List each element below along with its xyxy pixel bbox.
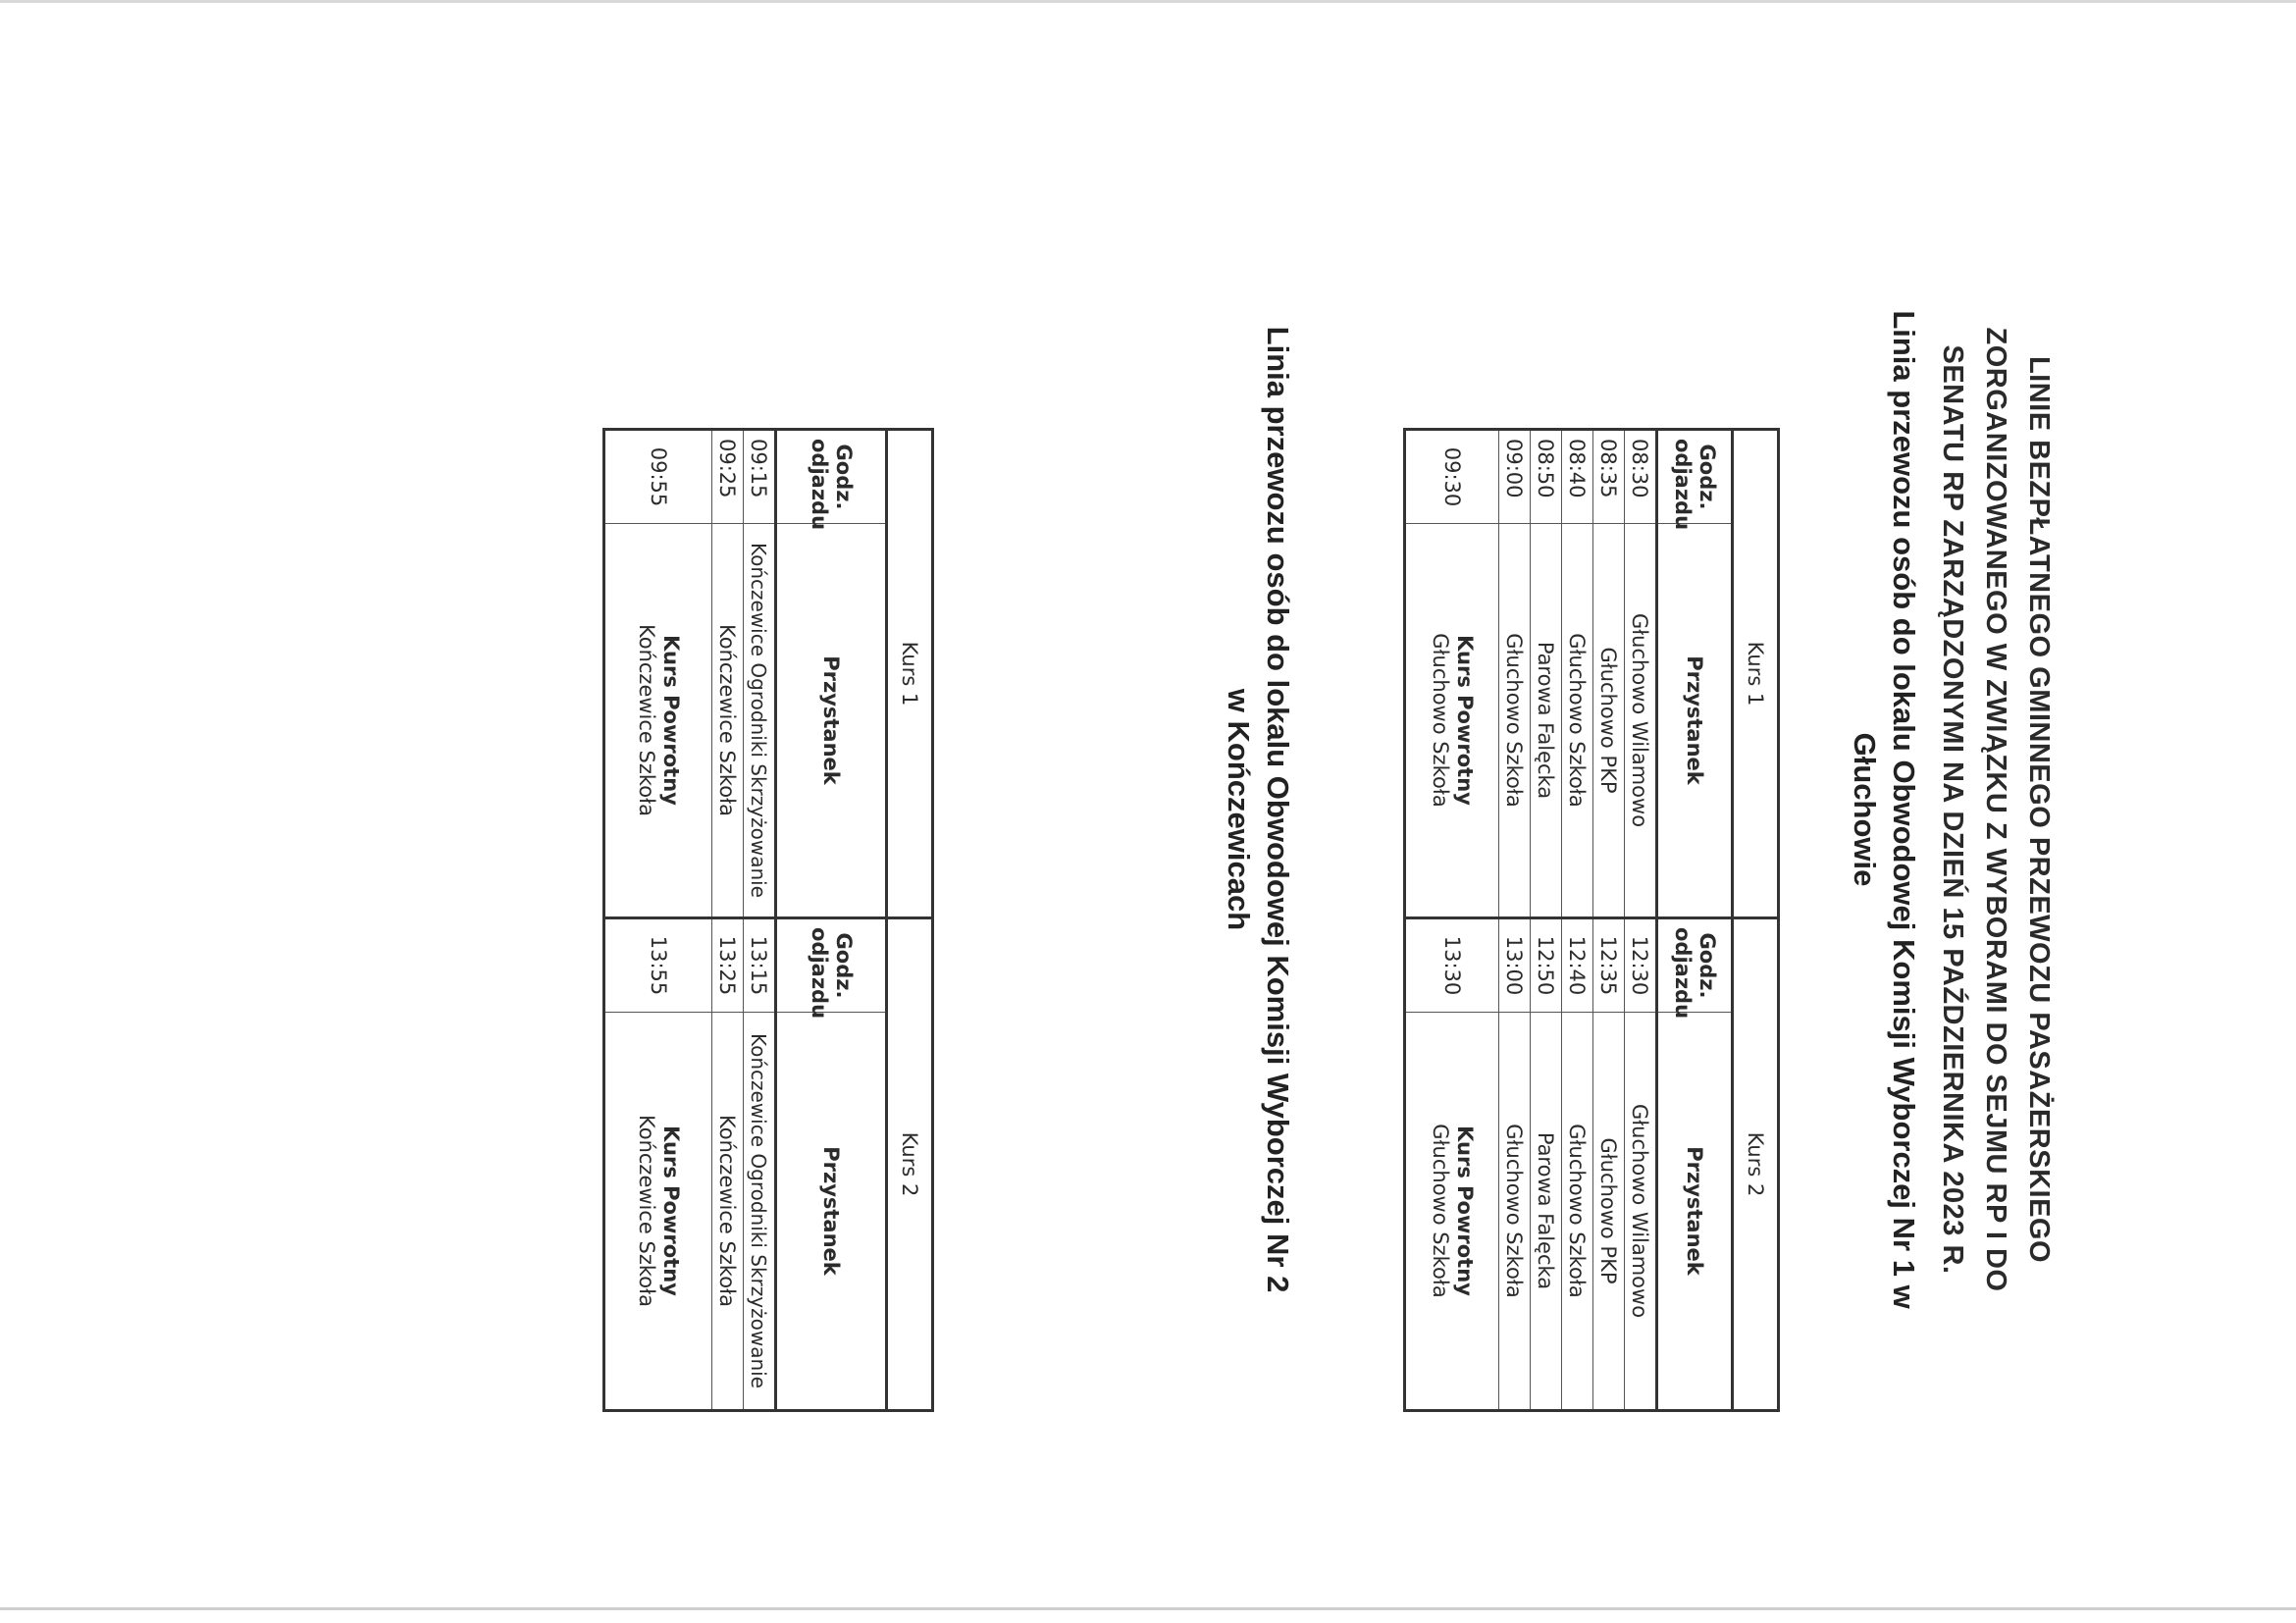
kurs1-header: Kurs 1 [887, 430, 933, 918]
departure-time: 13:30 [1405, 918, 1499, 1013]
stop-header: Przystanek [1657, 524, 1733, 918]
departure-time-header-line: Godz. [832, 444, 856, 510]
stop-name: Kończewice Szkoła [712, 1013, 744, 1411]
table-row [1499, 430, 1531, 1411]
departure-time: 13:55 [604, 918, 712, 1013]
departure-time-header-line: Godz. [1696, 932, 1719, 999]
stop-name: Kończewice Ogrodniki Skrzyżowanie [744, 524, 776, 918]
document-title-line: LINIE BEZPŁATNEGO GMINNEGO PRZEWOZU PASAŻERSKIEGO [2023, 355, 2055, 1264]
departure-time: 09:25 [712, 430, 744, 524]
return-label: Kurs Powrotny [659, 1126, 683, 1296]
return-stop [604, 1013, 712, 1411]
stop-name: Głuchowo Szkoła [1562, 524, 1593, 918]
table-row [744, 430, 776, 1411]
departure-time-header [1657, 430, 1733, 531]
table-row [1593, 430, 1625, 1411]
departure-time: 13:15 [744, 918, 776, 1013]
departure-time: 09:00 [1499, 430, 1531, 524]
return-row [1405, 430, 1499, 1411]
departure-time-header [776, 918, 887, 1020]
stop-name: Głuchowo Wilamowo [1625, 524, 1657, 918]
return-stop [604, 524, 712, 918]
stop-name: Kończewice Szkoła [712, 524, 744, 918]
departure-time: 12:40 [1562, 918, 1593, 1013]
stop-name: Głuchowo Szkoła [1562, 1013, 1593, 1411]
departure-time: 13:25 [712, 918, 744, 1013]
kurs2-header: Kurs 2 [887, 918, 933, 1411]
line2-title-line: w Kończewicach [1222, 688, 1256, 931]
stop-name: Parowa Falęcka [1531, 1013, 1562, 1411]
line1-title-line: Linia przewozu osób do lokalu Obwodowej Komisji Wyborczej Nr 1 w [1887, 310, 1921, 1309]
departure-time: 12:30 [1625, 918, 1657, 1013]
line2-title [1219, 196, 1297, 1423]
document-title [1931, 255, 2061, 1364]
stop-header: Przystanek [776, 524, 887, 918]
return-label: Kurs Powrotny [1453, 1126, 1477, 1296]
departure-time-header-line: odjazdu [808, 439, 831, 531]
stop-name: Głuchowo PKP [1593, 1013, 1625, 1411]
line1-schedule-table [1403, 428, 1780, 1412]
document-title-line: ZORGANIZOWANEGO W ZWIĄZKU Z WYBORAMI DO SEJMU RP I DO [1980, 327, 2011, 1292]
departure-time: 08:35 [1593, 430, 1625, 524]
table-row [712, 430, 744, 1411]
return-label: Kurs Powrotny [1453, 635, 1477, 806]
departure-time-header-line: odjazdu [808, 927, 831, 1020]
stop-name: Głuchowo Szkoła [1499, 1013, 1531, 1411]
departure-time: 08:30 [1625, 430, 1657, 524]
departure-time-header [1657, 918, 1733, 1020]
stop-name: Kończewice Szkoła [635, 624, 658, 816]
departure-time: 08:50 [1531, 430, 1562, 524]
departure-time-header-line: odjazdu [1671, 927, 1695, 1020]
departure-time: 13:00 [1499, 918, 1531, 1013]
stop-name: Głuchowo Szkoła [1429, 633, 1452, 808]
departure-time: 12:50 [1531, 918, 1562, 1013]
line2-title-line: Linia przewozu osób do lokalu Obwodowej Komisji Wyborczej Nr 2 [1261, 326, 1295, 1293]
return-label: Kurs Powrotny [659, 635, 683, 806]
departure-time: 12:35 [1593, 918, 1625, 1013]
stop-header: Przystanek [1657, 1013, 1733, 1411]
departure-time-header-line: odjazdu [1671, 439, 1695, 531]
stop-name: Głuchowo Wilamowo [1625, 1013, 1657, 1411]
stop-name: Głuchowo Szkoła [1499, 524, 1531, 918]
stop-name: Głuchowo PKP [1593, 524, 1625, 918]
return-row [604, 430, 712, 1411]
table-row [1531, 430, 1562, 1411]
return-stop [1405, 1013, 1499, 1411]
table-row [1625, 430, 1657, 1411]
line1-title-line: Głuchowie [1848, 732, 1882, 887]
line1-title [1845, 196, 1923, 1423]
stop-name: Parowa Falęcka [1531, 524, 1562, 918]
line2-schedule-table [602, 428, 934, 1412]
departure-time: 09:30 [1405, 430, 1499, 524]
stop-name: Kończewice Szkoła [635, 1115, 658, 1307]
stop-name: Głuchowo Szkoła [1429, 1124, 1452, 1298]
stop-header: Przystanek [776, 1013, 887, 1411]
stop-name: Kończewice Ogrodniki Skrzyżowanie [744, 1013, 776, 1411]
departure-time: 09:15 [744, 430, 776, 524]
departure-time-header-line: Godz. [1696, 444, 1719, 510]
document-title-line: SENATU RP ZARZĄDZONYMI NA DZIEŃ 15 PAŹDZIERNIKA 2023 R. [1937, 344, 1968, 1275]
kurs2-header: Kurs 2 [1733, 918, 1779, 1411]
table-row [1562, 430, 1593, 1411]
kurs1-header: Kurs 1 [1733, 430, 1779, 918]
departure-time: 09:55 [604, 430, 712, 524]
return-stop [1405, 524, 1499, 918]
departure-time-header-line: Godz. [832, 932, 856, 999]
departure-time: 08:40 [1562, 430, 1593, 524]
departure-time-header [776, 430, 887, 531]
